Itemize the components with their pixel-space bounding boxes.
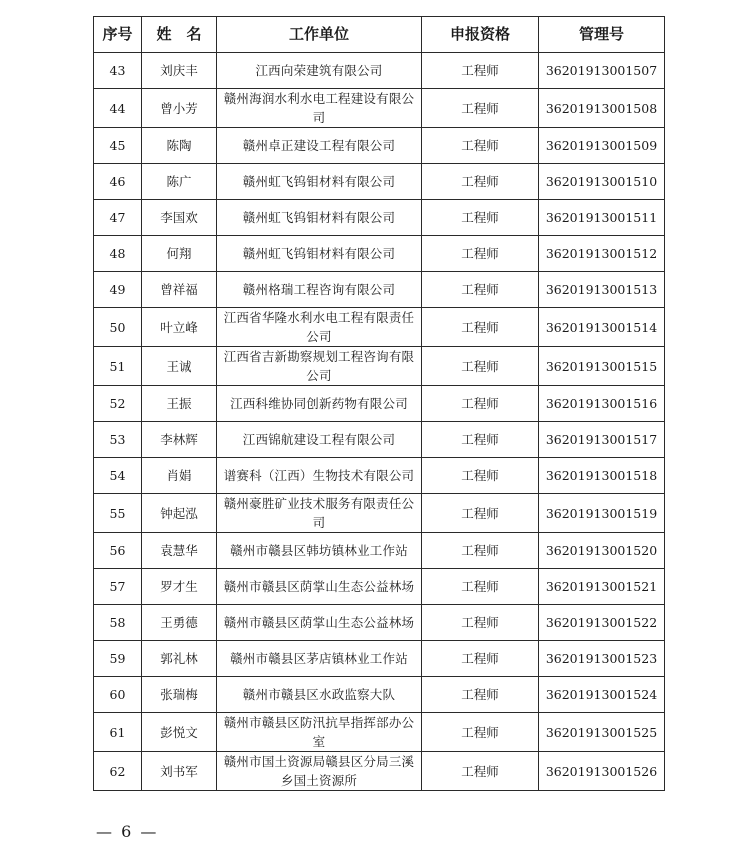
cell-seq: 58 (94, 605, 142, 641)
cell-seq: 45 (94, 128, 142, 164)
cell-seq: 54 (94, 458, 142, 494)
cell-qualification: 工程师 (422, 308, 539, 347)
cell-management-no: 36201913001511 (539, 200, 665, 236)
table-row (94, 752, 665, 791)
cell-unit: 赣州虹飞钨钼材料有限公司 (217, 236, 422, 272)
cell-name: 何翔 (142, 236, 217, 272)
cell-unit: 赣州虹飞钨钼材料有限公司 (217, 164, 422, 200)
cell-management-no: 36201913001517 (539, 422, 665, 458)
cell-management-no: 36201913001507 (539, 53, 665, 89)
cell-qualification: 工程师 (422, 422, 539, 458)
cell-qualification: 工程师 (422, 569, 539, 605)
cell-name: 陈广 (142, 164, 217, 200)
table-row (94, 677, 665, 713)
cell-management-no: 36201913001508 (539, 89, 665, 128)
cell-name: 钟起泓 (142, 494, 217, 533)
cell-name: 李林辉 (142, 422, 217, 458)
table-row (94, 605, 665, 641)
table-row (94, 53, 665, 89)
cell-seq: 62 (94, 752, 142, 791)
cell-seq: 44 (94, 89, 142, 128)
table-row (94, 347, 665, 386)
header-seq: 序号 (94, 17, 142, 53)
cell-unit: 江西科维协同创新药物有限公司 (217, 386, 422, 422)
cell-unit: 赣州市赣县区荫掌山生态公益林场 (217, 605, 422, 641)
cell-name: 刘庆丰 (142, 53, 217, 89)
cell-name: 王振 (142, 386, 217, 422)
cell-management-no: 36201913001516 (539, 386, 665, 422)
table-row (94, 494, 665, 533)
cell-qualification: 工程师 (422, 752, 539, 791)
cell-qualification: 工程师 (422, 677, 539, 713)
cell-unit: 谱赛科（江西）生物技术有限公司 (217, 458, 422, 494)
cell-seq: 53 (94, 422, 142, 458)
cell-name: 陈陶 (142, 128, 217, 164)
cell-qualification: 工程师 (422, 641, 539, 677)
cell-management-no: 36201913001526 (539, 752, 665, 791)
cell-management-no: 36201913001522 (539, 605, 665, 641)
cell-name: 王勇德 (142, 605, 217, 641)
cell-seq: 46 (94, 164, 142, 200)
table-row (94, 200, 665, 236)
cell-name: 肖娟 (142, 458, 217, 494)
cell-qualification: 工程师 (422, 494, 539, 533)
cell-qualification: 工程师 (422, 533, 539, 569)
cell-qualification: 工程师 (422, 236, 539, 272)
table-row (94, 236, 665, 272)
cell-management-no: 36201913001510 (539, 164, 665, 200)
cell-seq: 55 (94, 494, 142, 533)
cell-unit: 赣州市赣县区防汛抗旱指挥部办公室 (217, 713, 422, 752)
cell-name: 曾祥福 (142, 272, 217, 308)
cell-management-no: 36201913001513 (539, 272, 665, 308)
cell-qualification: 工程师 (422, 386, 539, 422)
cell-qualification: 工程师 (422, 347, 539, 386)
cell-qualification: 工程师 (422, 272, 539, 308)
cell-unit: 赣州市赣县区水政监察大队 (217, 677, 422, 713)
cell-unit: 赣州海润水利水电工程建设有限公司 (217, 89, 422, 128)
cell-unit: 赣州格瑞工程咨询有限公司 (217, 272, 422, 308)
cell-management-no: 36201913001521 (539, 569, 665, 605)
cell-seq: 43 (94, 53, 142, 89)
cell-seq: 61 (94, 713, 142, 752)
cell-qualification: 工程师 (422, 53, 539, 89)
cell-qualification: 工程师 (422, 89, 539, 128)
cell-management-no: 36201913001520 (539, 533, 665, 569)
table-row (94, 308, 665, 347)
cell-name: 彭悦文 (142, 713, 217, 752)
cell-unit: 江西省华隆水利水电工程有限责任公司 (217, 308, 422, 347)
table-row (94, 641, 665, 677)
cell-qualification: 工程师 (422, 128, 539, 164)
table-body (94, 53, 665, 791)
cell-name: 刘书军 (142, 752, 217, 791)
cell-qualification: 工程师 (422, 458, 539, 494)
cell-management-no: 36201913001523 (539, 641, 665, 677)
cell-name: 曾小芳 (142, 89, 217, 128)
table-row (94, 272, 665, 308)
cell-management-no: 36201913001524 (539, 677, 665, 713)
table-row (94, 713, 665, 752)
cell-management-no: 36201913001512 (539, 236, 665, 272)
cell-unit: 赣州豪胜矿业技术服务有限责任公司 (217, 494, 422, 533)
table-row (94, 386, 665, 422)
cell-seq: 60 (94, 677, 142, 713)
cell-seq: 50 (94, 308, 142, 347)
cell-qualification: 工程师 (422, 605, 539, 641)
cell-name: 罗才生 (142, 569, 217, 605)
cell-qualification: 工程师 (422, 164, 539, 200)
cell-name: 叶立峰 (142, 308, 217, 347)
cell-management-no: 36201913001518 (539, 458, 665, 494)
cell-unit: 赣州市赣县区韩坊镇林业工作站 (217, 533, 422, 569)
cell-name: 王诚 (142, 347, 217, 386)
cell-seq: 56 (94, 533, 142, 569)
header-name: 姓 名 (142, 17, 217, 53)
page-number: — 6 — (96, 822, 159, 841)
cell-name: 袁慧华 (142, 533, 217, 569)
cell-management-no: 36201913001514 (539, 308, 665, 347)
cell-seq: 47 (94, 200, 142, 236)
table-row (94, 128, 665, 164)
cell-management-no: 36201913001515 (539, 347, 665, 386)
table-row (94, 89, 665, 128)
cell-unit: 江西向荣建筑有限公司 (217, 53, 422, 89)
table-row (94, 569, 665, 605)
cell-name: 张瑞梅 (142, 677, 217, 713)
table-header-row (94, 17, 665, 53)
cell-seq: 48 (94, 236, 142, 272)
cell-unit: 赣州市赣县区茅店镇林业工作站 (217, 641, 422, 677)
cell-unit: 赣州虹飞钨钼材料有限公司 (217, 200, 422, 236)
header-management-no: 管理号 (539, 17, 665, 53)
cell-unit: 赣州市国土资源局赣县区分局三溪乡国土资源所 (217, 752, 422, 791)
qualification-roster-table (93, 16, 665, 791)
cell-name: 李国欢 (142, 200, 217, 236)
cell-name: 郭礼林 (142, 641, 217, 677)
table-row (94, 164, 665, 200)
cell-seq: 49 (94, 272, 142, 308)
header-qualification: 申报资格 (422, 17, 539, 53)
cell-seq: 57 (94, 569, 142, 605)
table-row (94, 458, 665, 494)
cell-management-no: 36201913001519 (539, 494, 665, 533)
cell-seq: 59 (94, 641, 142, 677)
cell-unit: 江西省吉新勘察规划工程咨询有限公司 (217, 347, 422, 386)
cell-unit: 赣州市赣县区荫掌山生态公益林场 (217, 569, 422, 605)
cell-unit: 江西锦航建设工程有限公司 (217, 422, 422, 458)
table-row (94, 422, 665, 458)
cell-unit: 赣州卓正建设工程有限公司 (217, 128, 422, 164)
cell-management-no: 36201913001525 (539, 713, 665, 752)
cell-seq: 51 (94, 347, 142, 386)
cell-management-no: 36201913001509 (539, 128, 665, 164)
cell-qualification: 工程师 (422, 200, 539, 236)
header-unit: 工作单位 (217, 17, 422, 53)
table-row (94, 533, 665, 569)
cell-qualification: 工程师 (422, 713, 539, 752)
cell-seq: 52 (94, 386, 142, 422)
